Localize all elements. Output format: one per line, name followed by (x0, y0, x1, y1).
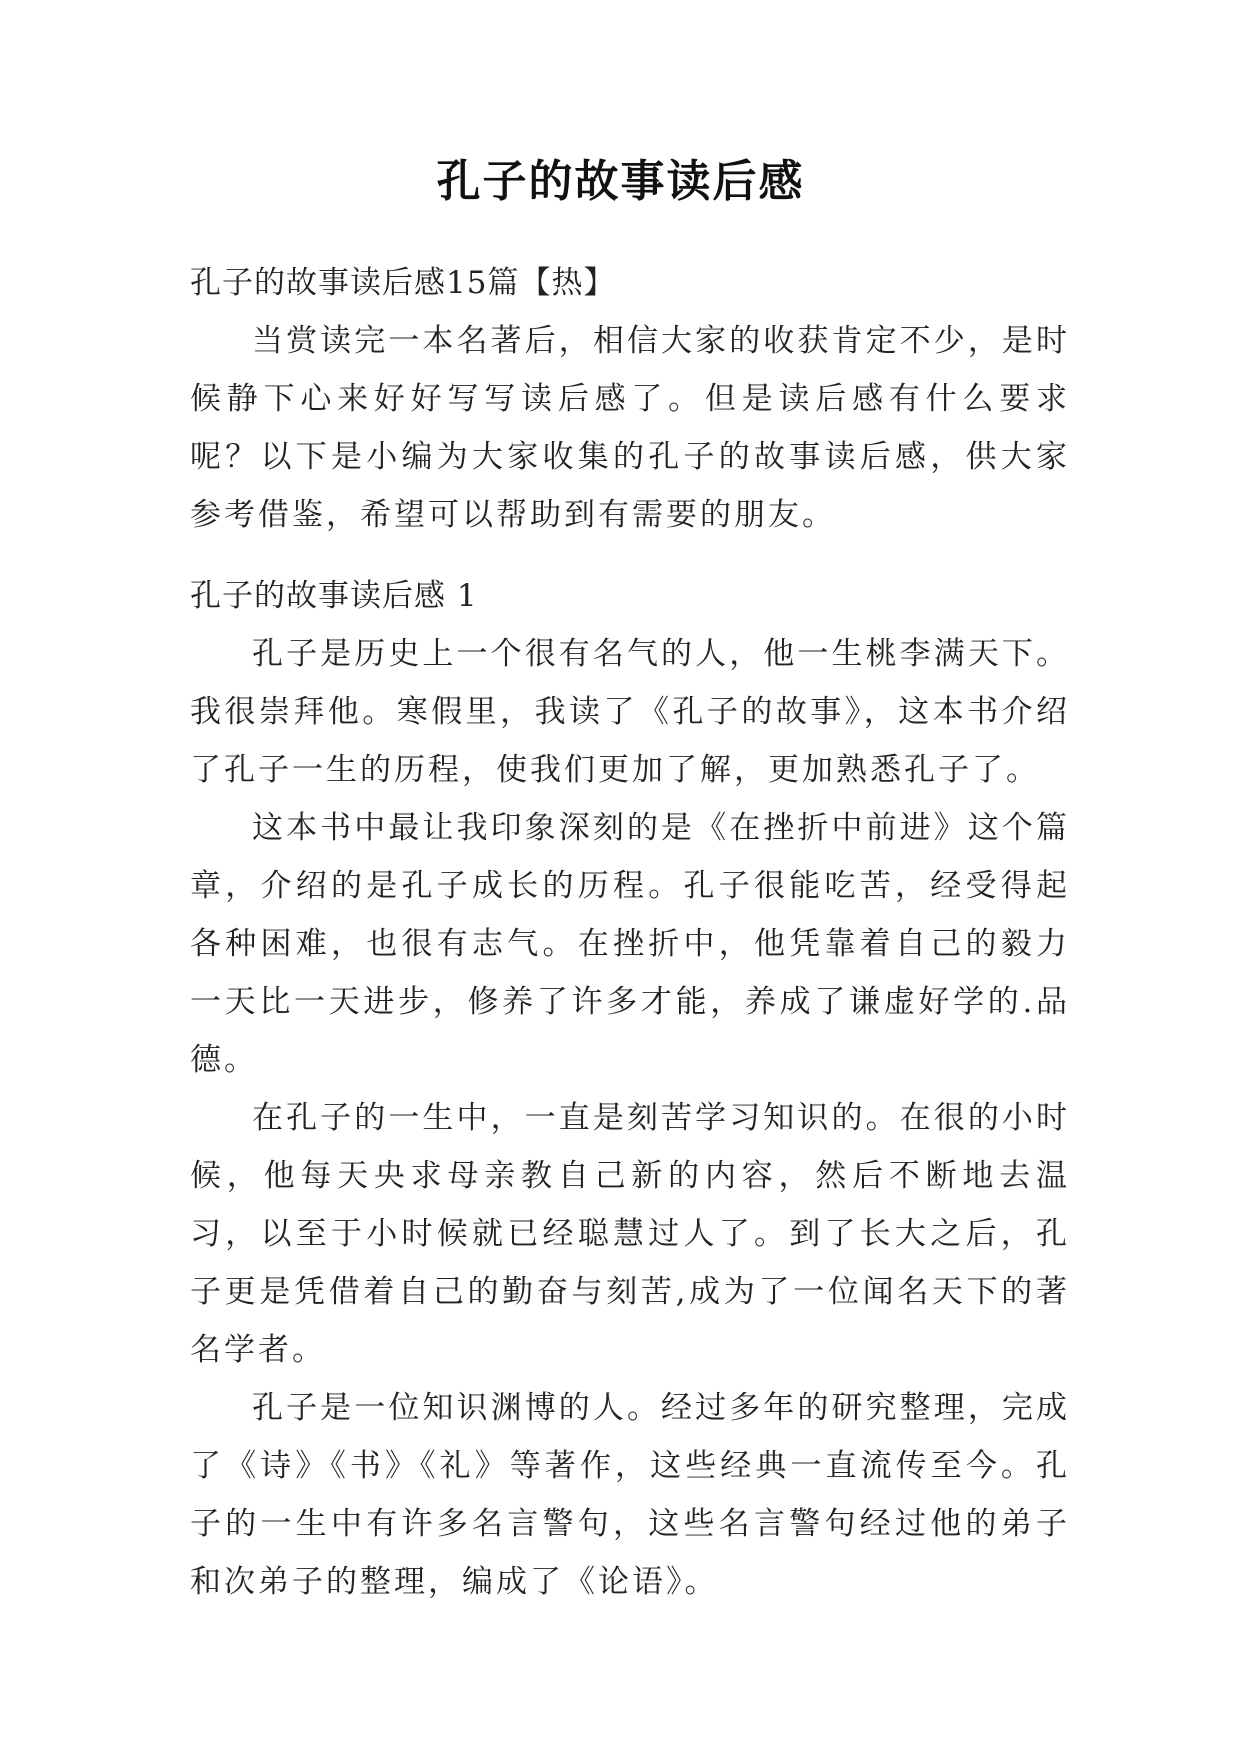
document-subtitle: 孔子的故事读后感15篇【热】 (190, 265, 616, 301)
section-body (190, 625, 1070, 1611)
section-heading: 孔子的故事读后感 1 (190, 578, 478, 614)
body-paragraph: 孔子是一位知识渊博的人。经过多年的研究整理，完成了《诗》《书》《礼》等著作，这些经典一直流传至今。孔子的一生中有许多名言警句，这些名言警句经过他的弟子和次弟子的整理，编成了《论语》。 (190, 1390, 1070, 1600)
body-paragraph: 这本书中最让我印象深刻的是《在挫折中前进》这个篇章，介绍的是孔子成长的历程。孔子很能吃苦，经受得起各种困难，也很有志气。在挫折中，他凭靠着自己的毅力一天比一天进步，修养了许多才能，养成了谦虚好学的.品德。 (190, 810, 1070, 1078)
intro-paragraph: 当赏读完一本名著后，相信大家的收获肯定不少，是时候静下心来好好写写读后感了。但是读后感有什么要求呢？以下是小编为大家收集的孔子的故事读后感，供大家参考借鉴，希望可以帮助到有需要的朋友。 (190, 323, 1070, 533)
intro-block (190, 312, 1070, 544)
body-paragraph: 在孔子的一生中，一直是刻苦学习知识的。在很的小时候，他每天央求母亲教自己新的内容，然后不断地去温习，以至于小时候就已经聪慧过人了。到了长大之后，孔子更是凭借着自己的勤奋与刻苦,成为了一位闻名天下的著名学者。 (190, 1100, 1070, 1368)
body-paragraph: 孔子是历史上一个很有名气的人，他一生桃李满天下。我很崇拜他。寒假里，我读了《孔子的故事》，这本书介绍了孔子一生的历程，使我们更加了解，更加熟悉孔子了。 (190, 636, 1070, 788)
document-title: 孔子的故事读后感 (436, 156, 805, 207)
